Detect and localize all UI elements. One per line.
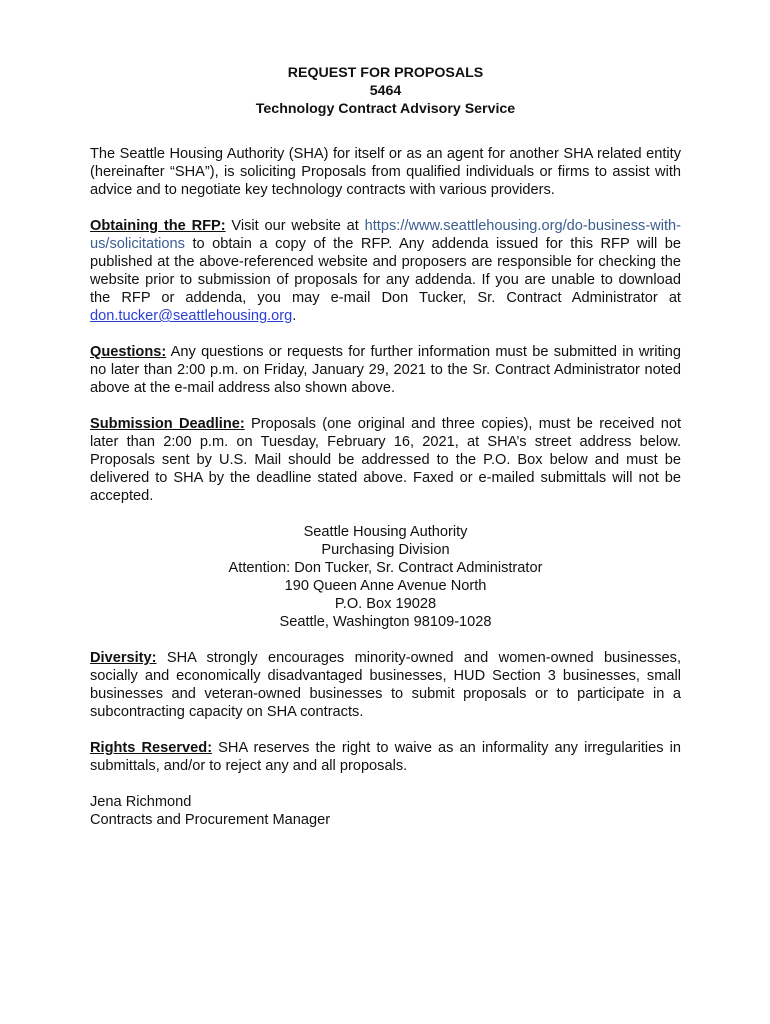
submission-label: Submission Deadline:	[90, 416, 245, 432]
rfp-number: 5464	[369, 83, 402, 99]
rights-text: SHA reserves the right to waive as an informality any irregularities in submittals, and/or to reject any and all proposals.	[90, 740, 682, 774]
address-line: P.O. Box 19028	[334, 596, 437, 612]
website-link[interactable]: https://www.seattlehousing.org/do-business-with-us/solicitations	[90, 218, 681, 252]
rights-label: Rights Reserved:	[90, 740, 213, 756]
submission-paragraph	[90, 415, 681, 505]
address-line: Attention: Don Tucker, Sr. Contract Administrator	[228, 560, 543, 576]
obtaining-text-end: .	[292, 308, 297, 324]
obtaining-text-mid: to obtain a copy of the RFP. Any addenda issued for this RFP will be published at the above-referenced website and proposers are responsible for checking the website prior to submission of proposals for any addenda. If you are unable to download the RFP or addenda, you may e-mail Don Tucker, Sr. Contract Administrator at	[90, 236, 681, 306]
document-title: REQUEST FOR PROPOSALS	[287, 65, 484, 81]
obtaining-text-before: Visit our website at	[231, 218, 359, 234]
mailing-address	[90, 523, 681, 631]
document-header	[90, 64, 681, 118]
signer-name: Jena Richmond	[90, 794, 192, 810]
document-page	[90, 64, 681, 829]
questions-paragraph	[90, 343, 681, 397]
document-subtitle: Technology Contract Advisory Service	[255, 101, 516, 117]
rights-paragraph	[90, 739, 681, 775]
address-line: 190 Queen Anne Avenue North	[284, 578, 487, 594]
obtaining-paragraph	[90, 217, 681, 325]
submission-text: Proposals (one original and three copies), must be received not later than 2:00 p.m. on Tuesday, February 16, 2021, at SHA’s street address below. Proposals sent by U.S. Mail should be addressed to the P.O. Box below and must be delivered to SHA by the deadline stated above. Faxed or e-mailed submittals will not be accepted.	[90, 416, 681, 504]
diversity-label: Diversity:	[90, 650, 157, 666]
address-line: Purchasing Division	[321, 542, 450, 558]
diversity-text: SHA strongly encourages minority-owned and women-owned businesses, socially and economically disadvantaged businesses, HUD Section 3 businesses, small businesses and veteran-owned businesses to submit proposals or to participate in a subcontracting capacity on SHA contracts.	[90, 650, 682, 720]
intro-paragraph: The Seattle Housing Authority (SHA) for itself or as an agent for another SHA related entity (hereinafter “SHA”), is soliciting Proposals from qualified individuals or firms to assist with advice and to negotiate key technology contracts with various providers.	[90, 146, 681, 198]
obtaining-label: Obtaining the RFP:	[90, 218, 226, 234]
questions-label: Questions:	[90, 344, 167, 360]
signature-block	[90, 793, 681, 829]
questions-text: Any questions or requests for further information must be submitted in writing no later than 2:00 p.m. on Friday, January 29, 2021 to the Sr. Contract Administrator noted above at the e-mail address also shown above.	[90, 344, 682, 396]
address-line: Seattle, Washington 98109-1028	[279, 614, 492, 630]
diversity-paragraph	[90, 649, 681, 721]
address-line: Seattle Housing Authority	[303, 524, 468, 540]
signer-title: Contracts and Procurement Manager	[90, 812, 331, 828]
email-link[interactable]: don.tucker@seattlehousing.org	[90, 308, 293, 324]
